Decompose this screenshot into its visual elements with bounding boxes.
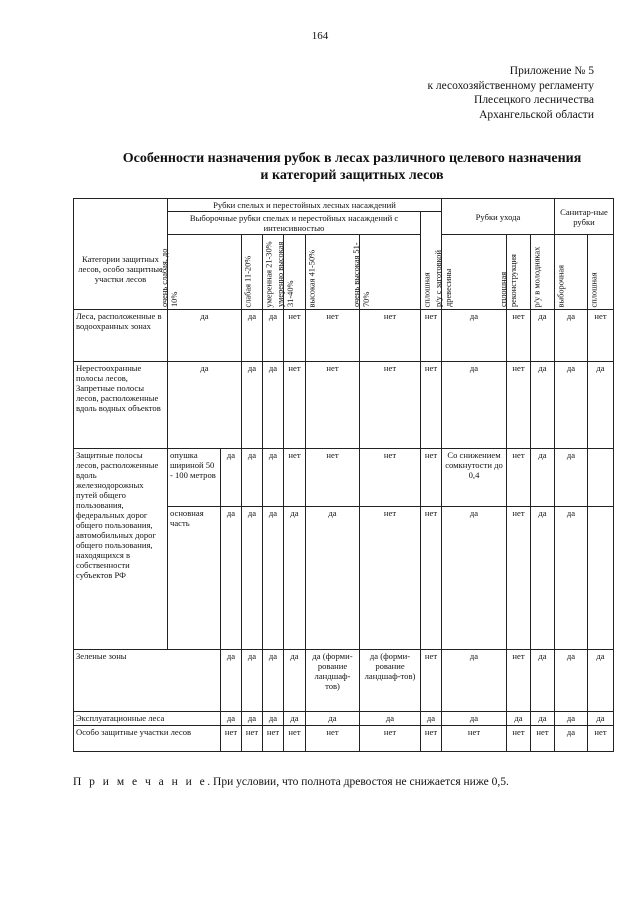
table-cell: нет	[507, 650, 531, 712]
table-cell: да	[531, 362, 555, 449]
table-cell: нет	[531, 726, 555, 752]
table-cell: да	[242, 310, 263, 362]
table-cell: да	[442, 362, 507, 449]
table-cell: да	[168, 310, 242, 362]
table-cell: да	[263, 507, 284, 650]
table-cell: да	[555, 712, 588, 726]
table-cell: нет	[507, 507, 531, 650]
footnote	[73, 776, 509, 788]
table-cell: да	[531, 310, 555, 362]
header-care-young	[531, 235, 555, 310]
table-cell: нет	[221, 726, 242, 752]
row-category: Особо защитные участки лесов	[74, 726, 221, 752]
header-clear-text: сплошная	[422, 271, 432, 307]
table-cell: да	[168, 362, 242, 449]
title-line: и категорий защитных лесов	[260, 168, 444, 183]
cutting-table	[73, 198, 614, 752]
table-row	[74, 362, 614, 449]
table-cell: да	[284, 650, 306, 712]
table-cell: да	[242, 362, 263, 449]
header-sanitary-selective	[555, 235, 588, 310]
table-cell: нет	[284, 362, 306, 449]
table-cell: да	[306, 507, 360, 650]
table-cell	[588, 449, 614, 507]
footnote-label: П р и м е ч а н и е	[73, 776, 208, 788]
appendix-line: Архангельской области	[479, 108, 594, 121]
table-cell: да	[221, 449, 242, 507]
header-sanitary-clear	[588, 235, 614, 310]
row-category: Эксплуатационные леса	[74, 712, 221, 726]
table-cell: да	[263, 310, 284, 362]
table-cell: да	[306, 712, 360, 726]
table-cell: нет	[360, 507, 421, 650]
table-cell: да	[242, 507, 263, 650]
table-cell: да	[263, 362, 284, 449]
table-cell: нет	[360, 310, 421, 362]
table-cell: да	[555, 726, 588, 752]
table-cell: нет	[360, 726, 421, 752]
appendix-block	[427, 64, 594, 122]
table-cell: да (форми-рование ландшаф-тов)	[360, 650, 421, 712]
table-cell: нет	[421, 362, 442, 449]
table-cell: нет	[507, 362, 531, 449]
table-cell: да	[531, 650, 555, 712]
appendix-line: Приложение № 5	[509, 65, 594, 77]
header-care-continuous-text: сплошная реконструкция	[499, 254, 518, 307]
table-row	[74, 650, 614, 712]
table-cell: да	[221, 507, 242, 650]
header-high-text: высокая 41-50%	[307, 249, 317, 307]
table-cell: нет	[306, 726, 360, 752]
table-cell: да	[442, 712, 507, 726]
header-ripe: Рубки спелых и перестойных лесных насаждений	[168, 199, 442, 212]
appendix-line: Плесецкого лесничества	[474, 94, 594, 106]
row-category: Зеленые зоны	[74, 650, 221, 712]
table-cell: да	[588, 650, 614, 712]
row-subcategory: опушка шириной 50 - 100 метров	[168, 449, 221, 507]
header-low-text: слабая 11-20%	[243, 255, 253, 307]
table-cell: да	[242, 712, 263, 726]
table-cell: нет	[421, 726, 442, 752]
document-title	[60, 150, 644, 184]
table-cell: нет	[306, 362, 360, 449]
table-cell: да	[555, 362, 588, 449]
table-cell: нет	[421, 310, 442, 362]
table-cell: нет	[360, 362, 421, 449]
table-row	[74, 449, 614, 507]
table-cell: да	[421, 712, 442, 726]
table-cell: нет	[421, 507, 442, 650]
table-cell	[588, 507, 614, 650]
header-moderately-high	[276, 235, 306, 310]
table-row	[74, 726, 614, 752]
table-cell: да	[263, 712, 284, 726]
table-cell: да	[555, 449, 588, 507]
table-cell: да	[442, 310, 507, 362]
table-cell: да	[221, 712, 242, 726]
table-cell: нет	[442, 726, 507, 752]
row-category: Леса, расположенные в водоохранных зонах	[74, 310, 168, 362]
table-cell: да	[284, 712, 306, 726]
table-cell: да	[588, 362, 614, 449]
table-cell: да	[263, 449, 284, 507]
header-very-low-text: очень слабая, до 10%	[160, 248, 179, 307]
table-cell: нет	[421, 650, 442, 712]
table-cell: нет	[242, 726, 263, 752]
table-row	[74, 712, 614, 726]
header-sanitary: Санитар-ные рубки	[555, 199, 614, 235]
table-cell: нет	[306, 310, 360, 362]
table-cell: нет	[284, 449, 306, 507]
table-cell: да	[442, 507, 507, 650]
header-sanitary-selective-text: выборочная	[556, 264, 566, 307]
table-cell: да	[531, 507, 555, 650]
table-cell: да	[221, 650, 242, 712]
table-cell: да	[263, 650, 284, 712]
table-cell: да	[442, 650, 507, 712]
table-cell: да (форми-рование ландшаф-тов)	[306, 650, 360, 712]
table-cell: нет	[284, 726, 306, 752]
row-category: Защитные полосы лесов, расположенные вдоль железнодорожных путей общего пользования, федеральных дорог общего пользования, автомобильных дорог общего пользования, находящихся в собственности субъектов РФ	[74, 449, 168, 650]
table-cell: да	[588, 712, 614, 726]
header-moderate-text: умеренная 21-30%	[264, 240, 274, 307]
table-cell: да	[507, 712, 531, 726]
row-subcategory: основная часть	[168, 507, 221, 650]
header-care: Рубки ухода	[442, 199, 555, 235]
table-cell: да	[555, 310, 588, 362]
header-categories: Категории защитных лесов, особо защитные участки лесов	[74, 199, 168, 310]
table-cell: да	[242, 650, 263, 712]
header-row	[74, 199, 614, 212]
header-very-high	[352, 235, 421, 310]
table-cell: нет	[507, 726, 531, 752]
table-cell: да	[555, 650, 588, 712]
header-moderately-high-text: умеренно высокая 31-40%	[276, 241, 295, 307]
table-cell: Со снижением сомкнутости до 0,4	[442, 449, 507, 507]
header-very-low	[160, 235, 242, 310]
header-sanitary-clear-text: сплошная	[589, 271, 599, 307]
table-cell: да	[555, 507, 588, 650]
table-cell: да	[531, 712, 555, 726]
title-line: Особенности назначения рубок в лесах различного целевого назначения	[122, 151, 582, 166]
header-care-reconstruction-text: р/у с заготовкой древесины	[434, 250, 453, 307]
table-cell: нет	[306, 449, 360, 507]
table-cell: нет	[588, 726, 614, 752]
table-cell: нет	[360, 449, 421, 507]
page-number: 164	[311, 30, 329, 42]
row-category: Нерестоохранные полосы лесов, Запретные полосы лесов, расположенные вдоль водных объектов	[74, 362, 168, 449]
footnote-text: . При условии, что полнота древостоя не снижается ниже 0,5.	[207, 776, 509, 788]
table-cell: да	[242, 449, 263, 507]
table-cell: нет	[507, 449, 531, 507]
table-cell: нет	[507, 310, 531, 362]
header-selective: Выборочные рубки спелых и перестойных насаждений с интенсивностью	[168, 212, 421, 235]
header-care-reconstruction	[434, 235, 507, 310]
header-care-continuous	[499, 235, 531, 310]
table-cell: да	[284, 507, 306, 650]
appendix-line: к лесохозяйственному регламенту	[427, 79, 594, 92]
table-cell: нет	[284, 310, 306, 362]
table-cell: нет	[263, 726, 284, 752]
header-low	[242, 235, 263, 310]
table-cell: нет	[421, 449, 442, 507]
header-very-high-text: очень высокая 51-70%	[352, 242, 371, 307]
table-cell: нет	[588, 310, 614, 362]
table-row	[74, 310, 614, 362]
table-cell: да	[360, 712, 421, 726]
table-cell: да	[531, 449, 555, 507]
header-care-young-text: р/у в молодняках	[532, 246, 542, 307]
